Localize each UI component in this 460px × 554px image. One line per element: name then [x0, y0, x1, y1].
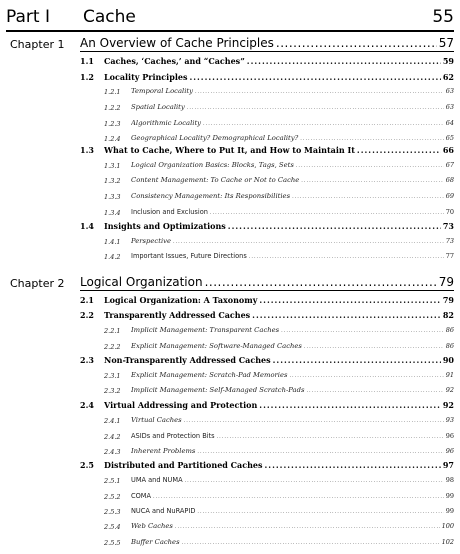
- dot-leader: [304, 344, 444, 350]
- dot-leader: [153, 494, 444, 500]
- chapter-title: Logical Organization: [80, 275, 203, 289]
- section-number: 2.3: [80, 355, 94, 365]
- subsection-number: 1.3.4: [104, 209, 121, 217]
- subsection-number: 2.5.1: [104, 477, 121, 485]
- subsection-number: 1.3.3: [104, 193, 121, 201]
- section-number: 1.2: [80, 72, 94, 82]
- dot-leader: [185, 478, 444, 484]
- section-number: 2.2: [80, 310, 94, 320]
- subsection-entry[interactable]: [131, 538, 454, 546]
- section-number: 1.1: [80, 56, 94, 66]
- subsection-entry[interactable]: [131, 119, 454, 127]
- subsection-title: NUCA and NuRAPID: [131, 507, 196, 515]
- dot-leader: [292, 194, 444, 200]
- subsection-title: Web Caches: [131, 522, 173, 530]
- section-title: Non-Transparently Addressed Caches: [104, 355, 271, 365]
- section-title: Insights and Optimizations: [104, 221, 226, 231]
- subsection-title: Inherent Problems: [131, 447, 196, 455]
- section-entry[interactable]: [104, 295, 454, 305]
- subsection-page: 99: [445, 507, 454, 515]
- section-number: 2.1: [80, 295, 94, 305]
- dot-leader: [228, 221, 441, 231]
- subsection-page: 77: [445, 252, 454, 260]
- subsection-entry[interactable]: [131, 176, 454, 184]
- section-number: 1.3: [80, 145, 94, 155]
- dot-leader: [296, 163, 444, 169]
- subsection-entry[interactable]: [131, 87, 454, 95]
- subsection-page: 93: [445, 416, 454, 424]
- section-entry[interactable]: [104, 460, 454, 470]
- subsection-title: Consistency Management: Its Responsibilities: [131, 192, 291, 200]
- subsection-number: 2.5.4: [104, 523, 121, 531]
- subsection-title: Algorithmic Locality: [131, 119, 202, 127]
- subsection-number: 1.3.2: [104, 177, 121, 185]
- dot-leader: [259, 295, 440, 305]
- dot-leader: [197, 509, 443, 515]
- dot-leader: [195, 89, 444, 95]
- subsection-number: 1.4.1: [104, 238, 121, 246]
- subsection-number: 1.2.3: [104, 120, 121, 128]
- dot-leader: [189, 72, 440, 82]
- subsection-entry[interactable]: [131, 492, 454, 500]
- subsection-number: 2.3.1: [104, 372, 121, 380]
- subsection-number: 2.5.2: [104, 493, 121, 501]
- subsection-entry[interactable]: [131, 326, 454, 334]
- section-entry[interactable]: [104, 221, 454, 231]
- subsection-page: 68: [445, 176, 454, 184]
- subsection-number: 2.5.5: [104, 539, 121, 547]
- part-label: Part I: [6, 7, 50, 27]
- section-number: 2.5: [80, 460, 94, 470]
- subsection-entry[interactable]: [131, 447, 454, 455]
- dot-leader: [205, 275, 437, 289]
- dot-leader: [276, 36, 437, 50]
- dot-leader: [289, 373, 443, 379]
- subsection-number: 2.4.3: [104, 448, 121, 456]
- section-page: 66: [442, 145, 454, 155]
- dot-leader: [306, 388, 443, 394]
- subsection-number: 2.5.3: [104, 508, 121, 516]
- subsection-page: 96: [445, 432, 454, 440]
- subsection-title: Inclusion and Exclusion: [131, 208, 208, 216]
- subsection-entry[interactable]: [131, 386, 454, 394]
- subsection-entry[interactable]: [131, 371, 454, 379]
- subsection-page: 69: [445, 192, 454, 200]
- section-entry[interactable]: [104, 400, 454, 410]
- section-page: 90: [442, 355, 454, 365]
- subsection-number: 2.3.2: [104, 387, 121, 395]
- subsection-title: UMA and NUMA: [131, 476, 183, 484]
- dot-leader: [273, 355, 441, 365]
- subsection-number: 1.2.4: [104, 135, 121, 143]
- section-entry[interactable]: [104, 56, 454, 66]
- dot-leader: [249, 254, 444, 260]
- subsection-title: ASIDs and Protection Bits: [131, 432, 215, 440]
- chapter-page: 79: [438, 275, 454, 289]
- section-page: 82: [442, 310, 454, 320]
- subsection-title: Explicit Management: Scratch-Pad Memories: [131, 371, 288, 379]
- part-page: 55: [432, 7, 454, 27]
- subsection-entry[interactable]: [131, 252, 454, 260]
- subsection-title: Temporal Locality: [131, 87, 193, 95]
- subsection-title: Implicit Management: Transparent Caches: [131, 326, 280, 334]
- part-heading: [6, 7, 454, 29]
- subsection-entry[interactable]: [131, 522, 454, 530]
- subsection-page: 100: [441, 522, 454, 530]
- subsection-page: 67: [445, 161, 454, 169]
- section-page: 92: [442, 400, 454, 410]
- dot-leader: [247, 56, 441, 66]
- chapter-label: Chapter 2: [10, 277, 65, 290]
- subsection-page: 70: [445, 208, 454, 216]
- subsection-number: 2.4.2: [104, 433, 121, 441]
- section-page: 97: [442, 460, 454, 470]
- subsection-entry[interactable]: [131, 342, 454, 350]
- subsection-entry[interactable]: [131, 134, 454, 142]
- subsection-page: 99: [445, 492, 454, 500]
- subsection-entry[interactable]: [131, 507, 454, 515]
- subsection-title: Geographical Locality? Demographical Locality?: [131, 134, 299, 142]
- section-number: 1.4: [80, 221, 94, 231]
- dot-leader: [217, 434, 444, 440]
- dot-leader: [203, 121, 444, 127]
- subsection-page: 63: [445, 103, 454, 111]
- dot-leader: [281, 328, 444, 334]
- part-rule: [6, 30, 454, 32]
- chapter-label: Chapter 1: [10, 38, 65, 51]
- chapter-rule: [80, 51, 454, 52]
- dot-leader: [184, 418, 444, 424]
- dot-leader: [187, 105, 444, 111]
- subsection-number: 1.2.2: [104, 104, 121, 112]
- section-title: Virtual Addressing and Protection: [104, 400, 258, 410]
- subsection-entry[interactable]: [131, 161, 454, 169]
- subsection-page: 91: [445, 371, 454, 379]
- section-title: Transparently Addressed Caches: [104, 310, 251, 320]
- subsection-entry[interactable]: [131, 192, 454, 200]
- subsection-page: 98: [445, 476, 454, 484]
- section-title: What to Cache, Where to Put It, and How to Maintain It: [104, 145, 355, 155]
- section-title: Caches, ‘Caches,’ and “Caches”: [104, 56, 245, 66]
- chapter-rule: [80, 290, 454, 291]
- subsection-page: 65: [445, 134, 454, 142]
- subsection-number: 2.2.2: [104, 343, 121, 351]
- subsection-title: Perspective: [131, 237, 171, 245]
- chapter-title: An Overview of Cache Principles: [80, 36, 274, 50]
- subsection-entry[interactable]: [131, 237, 454, 245]
- subsection-title: Content Management: To Cache or Not to Cache: [131, 176, 300, 184]
- subsection-number: 2.2.1: [104, 327, 121, 335]
- dot-leader: [252, 310, 441, 320]
- subsection-page: 86: [445, 326, 454, 334]
- chapter-page: 57: [438, 36, 454, 50]
- subsection-page: 92: [445, 386, 454, 394]
- section-entry[interactable]: [104, 72, 454, 82]
- subsection-page: 64: [445, 119, 454, 127]
- subsection-page: 102: [441, 538, 454, 546]
- dot-leader: [182, 540, 440, 546]
- section-entry[interactable]: [104, 145, 454, 155]
- subsection-title: Logical Organization Basics: Blocks, Tags, Sets: [131, 161, 294, 169]
- subsection-page: 73: [445, 237, 454, 245]
- dot-leader: [301, 178, 443, 184]
- dot-leader: [210, 210, 444, 216]
- dot-leader: [265, 460, 441, 470]
- subsection-entry[interactable]: [131, 416, 454, 424]
- dot-leader: [300, 136, 443, 142]
- dot-leader: [357, 145, 441, 155]
- subsection-number: 2.4.1: [104, 417, 121, 425]
- subsection-number: 1.2.1: [104, 88, 121, 96]
- subsection-title: Buffer Caches: [131, 538, 180, 546]
- subsection-entry[interactable]: [131, 208, 454, 216]
- subsection-entry[interactable]: [131, 432, 454, 440]
- section-number: 2.4: [80, 400, 94, 410]
- subsection-page: 86: [445, 342, 454, 350]
- section-page: 62: [442, 72, 454, 82]
- dot-leader: [173, 239, 444, 245]
- part-title-entry[interactable]: [83, 7, 454, 27]
- dot-leader: [197, 449, 443, 455]
- subsection-page: 63: [445, 87, 454, 95]
- subsection-title: Implicit Management: Self-Managed Scratch-Pads: [131, 386, 305, 394]
- chapter-entry[interactable]: [80, 275, 454, 289]
- section-page: 59: [442, 56, 454, 66]
- chapter-entry[interactable]: [80, 36, 454, 50]
- subsection-title: Virtual Caches: [131, 416, 182, 424]
- subsection-title: Spatial Locality: [131, 103, 185, 111]
- subsection-title: COMA: [131, 492, 151, 500]
- subsection-number: 1.4.2: [104, 253, 121, 261]
- dot-leader: [259, 400, 441, 410]
- part-title: Cache: [83, 7, 136, 27]
- subsection-title: Explicit Management: Software-Managed Caches: [131, 342, 302, 350]
- section-entry[interactable]: [104, 310, 454, 320]
- section-page: 79: [442, 295, 454, 305]
- section-page: 73: [442, 221, 454, 231]
- subsection-entry[interactable]: [131, 103, 454, 111]
- section-title: Distributed and Partitioned Caches: [104, 460, 263, 470]
- dot-leader: [175, 524, 440, 530]
- subsection-page: 96: [445, 447, 454, 455]
- section-entry[interactable]: [104, 355, 454, 365]
- section-title: Locality Principles: [104, 72, 188, 82]
- subsection-number: 1.3.1: [104, 162, 121, 170]
- section-title: Logical Organization: A Taxonomy: [104, 295, 258, 305]
- subsection-entry[interactable]: [131, 476, 454, 484]
- subsection-title: Important Issues, Future Directions: [131, 252, 247, 260]
